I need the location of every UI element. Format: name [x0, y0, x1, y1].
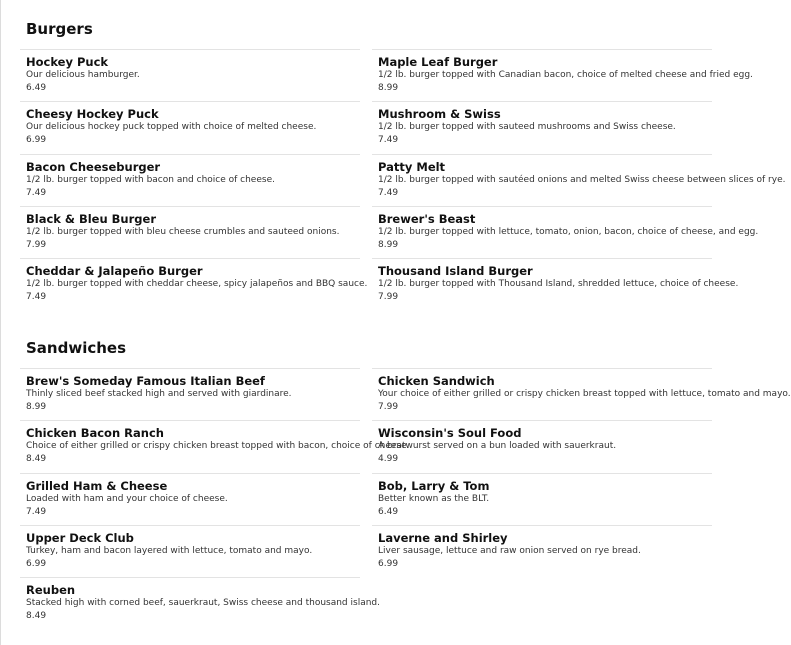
menu-item-name: Brew's Someday Famous Italian Beef: [26, 374, 265, 388]
menu-item[interactable]: [20, 473, 360, 525]
menu-item-name: Black & Bleu Burger: [26, 211, 156, 226]
menu-item-description: Liver sausage, lettuce and raw onion served on rye bread.: [378, 545, 641, 556]
menu-item-price: 7.49: [378, 187, 399, 198]
menu-item[interactable]: [20, 525, 360, 577]
menu-item-name: Mushroom & Swiss: [378, 107, 501, 122]
menu-item-description: Better known as the BLT.: [378, 493, 490, 504]
menu-item-name: Bob, Larry & Tom: [378, 478, 490, 493]
menu-item-description: 1/2 lb. burger topped with cheddar cheese, spicy jalapeños and BBQ sauce.: [26, 279, 368, 289]
menu-item-name: Laverne and Shirley: [378, 530, 508, 545]
menu-item-description: 1/2 lb. burger topped with lettuce, tomato, onion, bacon, choice of cheese, and egg.: [378, 226, 759, 237]
menu-item-description: Your choice of either grilled or crispy chicken breast topped with lettuce, tomato and mayo.: [378, 389, 791, 399]
menu-item[interactable]: [372, 206, 759, 258]
menu-item-description: Stacked high with corned beef, sauerkraut, Swiss cheese and thousand island.: [26, 598, 380, 608]
menu-item[interactable]: [20, 577, 380, 629]
menu-item[interactable]: [372, 368, 791, 420]
menu-item-description: Thinly sliced beef stacked high and served with giardinare.: [26, 389, 292, 399]
menu-item-description: Loaded with ham and your choice of cheese.: [26, 493, 228, 504]
menu-item-price: 7.49: [26, 506, 47, 517]
menu-item-name: Chicken Sandwich: [378, 374, 495, 388]
section-title-burgers: Burgers: [26, 20, 93, 38]
menu-item[interactable]: [372, 473, 712, 525]
menu-item-price: 7.99: [26, 239, 47, 250]
menu-item-name: Hockey Puck: [26, 55, 109, 69]
menu-item-price: 7.49: [26, 187, 47, 198]
menu-item-description: 1/2 lb. burger topped with sautéed onions and melted Swiss cheese between slices of rye.: [378, 174, 786, 185]
menu-item-description: Turkey, ham and bacon layered with lettuce, tomato and mayo.: [26, 545, 313, 556]
menu-item-name: Patty Melt: [378, 159, 446, 174]
menu-item[interactable]: [20, 206, 360, 258]
menu-item[interactable]: [20, 101, 360, 153]
menu-item-name: Thousand Island Burger: [378, 264, 533, 278]
menu-item-description: A bratwurst served on a bun loaded with sauerkraut.: [378, 441, 617, 452]
menu-item[interactable]: [372, 525, 712, 577]
menu-item-description: 1/2 lb. burger topped with sauteed mushrooms and Swiss cheese.: [378, 122, 676, 133]
menu-item-description: 1/2 lb. burger topped with Canadian bacon, choice of melted cheese and fried egg.: [378, 70, 753, 80]
menu-item-price: 8.99: [378, 239, 399, 250]
menu-item-price: 8.49: [26, 611, 47, 621]
menu-item[interactable]: [372, 101, 712, 153]
menu-item-price: 4.99: [378, 454, 399, 465]
menu-item-price: 7.49: [378, 135, 399, 146]
menu-item-name: Wisconsin's Soul Food: [378, 426, 522, 441]
menu-item-description: Our delicious hockey puck topped with choice of melted cheese.: [26, 122, 317, 133]
menu-item-name: Brewer's Beast: [378, 211, 476, 226]
menu-item[interactable]: [20, 368, 360, 420]
menu-item[interactable]: [372, 420, 712, 472]
menu-item-price: 6.99: [26, 558, 47, 569]
menu-item-name: Cheddar & Jalapeño Burger: [26, 264, 203, 278]
menu-item-price: 8.49: [26, 454, 47, 465]
menu-item[interactable]: [20, 49, 360, 101]
menu-item-price: 6.49: [378, 506, 399, 517]
menu-item[interactable]: [20, 154, 360, 206]
menu-item-name: Upper Deck Club: [26, 530, 134, 545]
menu-item-price: 8.99: [26, 402, 47, 412]
menu-item[interactable]: [20, 258, 368, 310]
menu-item-name: Bacon Cheeseburger: [26, 159, 161, 174]
menu-item-price: 8.99: [378, 83, 399, 93]
menu-item-name: Chicken Bacon Ranch: [26, 426, 164, 441]
menu-item-name: Grilled Ham & Cheese: [26, 478, 168, 493]
menu-item[interactable]: [372, 49, 753, 101]
menu-item-name: Reuben: [26, 583, 76, 597]
menu-item[interactable]: [372, 258, 739, 310]
menu-item-description: Our delicious hamburger.: [26, 70, 140, 80]
page-left-border: [0, 0, 1, 645]
section-title-sandwiches: Sandwiches: [26, 339, 127, 357]
menu-item-price: 7.49: [26, 292, 47, 302]
menu-item-description: 1/2 lb. burger topped with bacon and choice of cheese.: [26, 174, 275, 185]
menu-item-price: 6.49: [26, 83, 47, 93]
menu-item-price: 6.99: [26, 135, 47, 146]
menu-item[interactable]: [372, 154, 786, 206]
menu-item-price: 7.99: [378, 402, 399, 412]
menu-item-price: 6.99: [378, 558, 399, 569]
menu-item-price: 7.99: [378, 292, 399, 302]
menu-item-description: Choice of either grilled or crispy chicken breast topped with bacon, choice of cheese.: [26, 441, 410, 452]
menu-item-description: 1/2 lb. burger topped with Thousand Island, shredded lettuce, choice of cheese.: [378, 279, 739, 289]
menu-item-description: 1/2 lb. burger topped with bleu cheese crumbles and sauteed onions.: [26, 226, 340, 237]
menu-item-name: Cheesy Hockey Puck: [26, 107, 159, 122]
menu-item-name: Maple Leaf Burger: [378, 55, 498, 69]
